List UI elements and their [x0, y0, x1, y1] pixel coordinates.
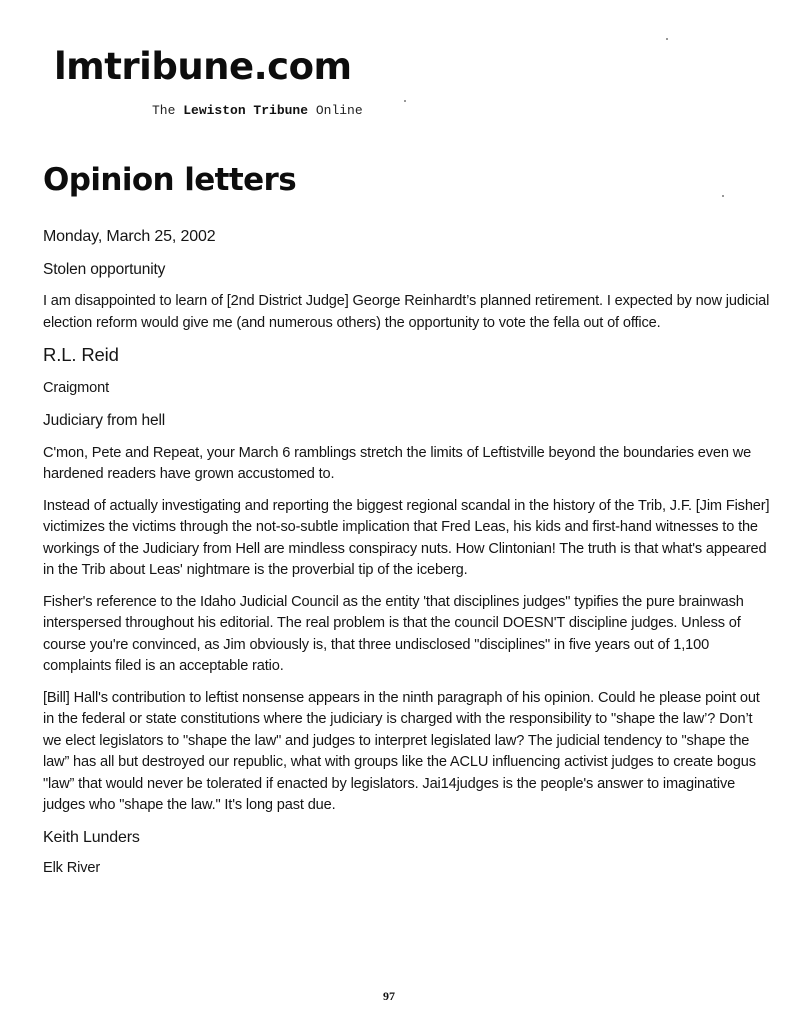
letter-author-town: Elk River — [43, 860, 101, 876]
scan-speck — [666, 38, 668, 40]
tagline-publication-name: Lewiston Tribune — [183, 103, 309, 118]
letter-author-town: Craigmont — [43, 379, 109, 396]
scan-speck — [404, 100, 406, 102]
letter-paragraph: C'mon, Pete and Repeat, your March 6 ramblings stretch the limits of Leftistville beyond the boundaries even we hardened readers have grown accustomed to. — [43, 444, 752, 482]
letter — [43, 259, 773, 400]
letter-author: R.L. Reid — [43, 344, 119, 365]
letter-body — [43, 443, 773, 817]
publication-date: Monday, March 25, 2002 — [43, 228, 216, 245]
tagline-prefix: The — [152, 103, 184, 118]
site-tagline — [152, 104, 363, 117]
letter-paragraph: Fisher's reference to the Idaho Judicial Council as the entity 'that disciplines judges" typifies the pure brainwash interspersed throughout his editorial. The real problem is that the council DOESN'T discipline judges. Unless of course you're convinced, as Jim obviously is, that three undisclosed "disciplines" in five years out of 1,100 complaints filed is an acceptable ratio. — [43, 593, 744, 674]
letter-body — [43, 291, 773, 334]
letter — [43, 410, 773, 880]
letter-title: Stolen opportunity — [43, 260, 166, 278]
page-heading: Opinion letters — [43, 162, 297, 198]
letter-author: Keith Lunders — [43, 828, 140, 846]
letters-content — [43, 226, 773, 891]
page-number: 97 — [383, 989, 395, 1003]
letter-paragraph: I am disappointed to learn of [2nd District Judge] George Reinhardt’s planned retirement. I expected by now judicial election reform would give me (and numerous others) the opportunity to vote the fella out of office. — [43, 293, 770, 331]
scan-speck — [722, 195, 724, 197]
letter-title: Judiciary from hell — [43, 412, 166, 429]
site-title: lmtribune.com — [54, 45, 352, 88]
letter-paragraph: [Bill] Hall's contribution to leftist nonsense appears in the ninth paragraph of his opinion. Could he please point out in the federal or state constitutions where the judiciary is charged with the responsibility to "shape the law’? Don’t we elect legislators to "shape the law" and judges to interpret legislated law? The judicial tendency to "shape the law” has all but destroyed our republic, what with groups like the ACLU influencing activist judges to create bogus "law” that would never be tolerated if enacted by legislators. Jai14judges is the people's answer to imaginative judges who "shape the law." It's long past due. — [43, 689, 760, 813]
tagline-suffix: Online — [308, 103, 363, 118]
letter-paragraph: Instead of actually investigating and reporting the biggest regional scandal in the history of the Trib, J.F. [Jim Fisher] victimizes the victims through the not-so-subtle implication that Fred Leas, his kids and first-hand witnesses to the workings of the Judiciary from Hell are mindless conspiracy nuts. How Clintonian! The truth is that what's appeared in the Trib about Leas' nightmare is the proverbial tip of the iceberg. — [43, 497, 770, 578]
